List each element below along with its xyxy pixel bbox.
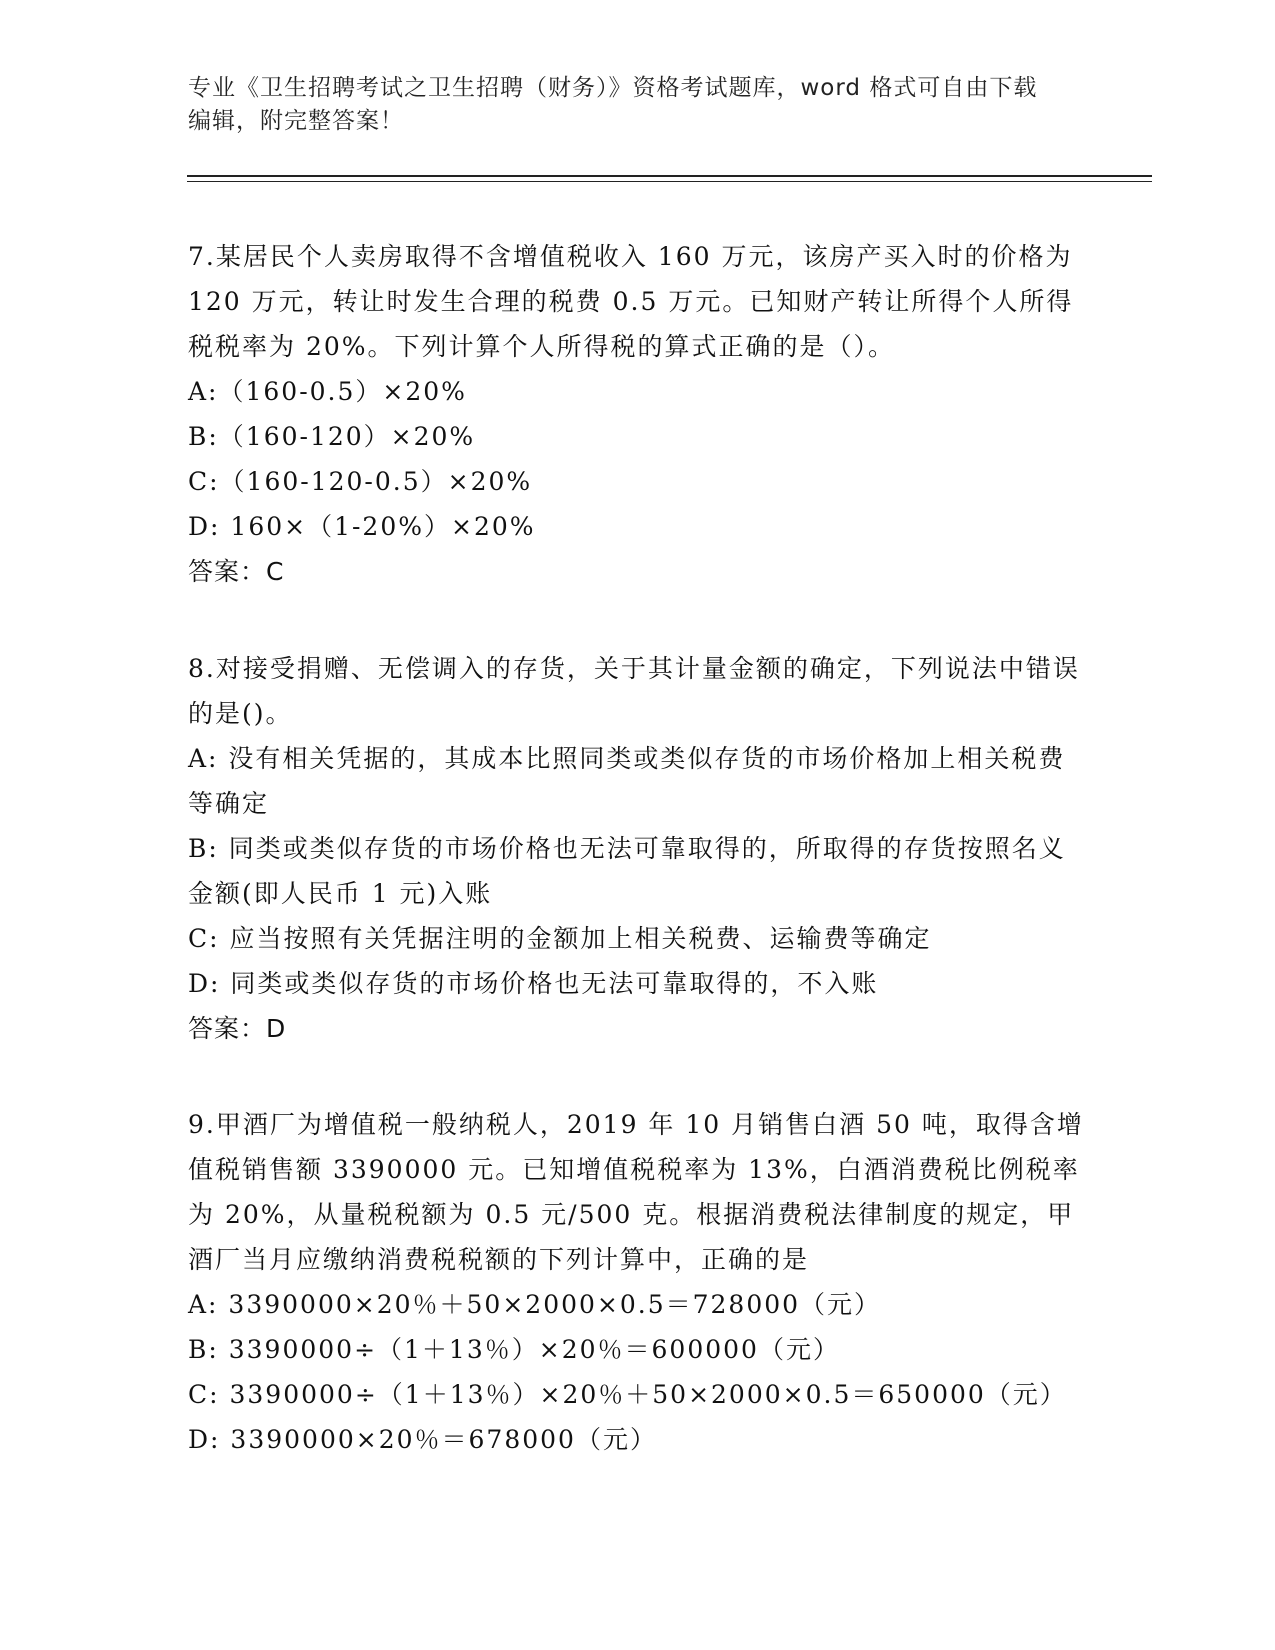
option-b: B: 同类或类似存货的市场价格也无法可靠取得的，所取得的存货按照名义金额(即人民币 1 元)入账 [188,834,1066,908]
option-list [188,1282,1088,1462]
option-c: C: 3390000÷（1＋13％）×20％＋50×2000×0.5＝650000（元） [188,1380,1067,1409]
header-title-line-1: 专业《卫生招聘考试之卫生招聘（财务）》资格考试题库，word 格式可自由下载 [188,75,1038,101]
question-stem: 8.对接受捐赠、无偿调入的存货，关于其计量金额的确定，下列说法中错误的是()。 [188,654,1080,728]
header-divider-thin [187,181,1152,182]
question-7 [188,234,1088,594]
option-c: C: 应当按照有关凭据注明的金额加上相关税费、运输费等确定 [188,924,932,953]
option-d: D: 160×（1-20%）×20% [188,512,536,541]
option-d: D: 同类或类似存货的市场价格也无法可靠取得的，不入账 [188,969,879,998]
option-b: B: 3390000÷（1＋13％）×20％＝600000（元） [188,1335,840,1364]
document-header [188,72,1088,138]
answer-label: 答案：C [188,557,285,586]
question-stem: 7.某居民个人卖房取得不含增值税收入 160 万元，该房产买入时的价格为 120 万元，转让时发生合理的税费 0.5 万元。已知财产转让所得个人所得税税率为 20%。下列计算个人所得税的算式正确的是（）。 [188,242,1074,361]
question-8 [188,646,1088,1051]
option-list [188,736,1088,1006]
header-title-line-2: 编辑，附完整答案！ [188,108,404,134]
option-list [188,369,1088,549]
option-b: B:（160-120）×20% [188,422,476,451]
header-divider-thick [187,175,1152,177]
option-d: D: 3390000×20％＝678000（元） [188,1425,657,1454]
question-9 [188,1102,1088,1462]
answer-label: 答案：D [188,1014,287,1043]
option-a: A:（160-0.5）×20% [188,377,467,406]
option-a: A: 没有相关凭据的，其成本比照同类或类似存货的市场价格加上相关税费等确定 [188,744,1066,818]
option-c: C:（160-120-0.5）×20% [188,467,533,496]
question-stem: 9.甲酒厂为增值税一般纳税人，2019 年 10 月销售白酒 50 吨，取得含增值税销售额 3390000 元。已知增值税税率为 13%，白酒消费税比例税率为 20%，从量税税额为 0.5 元/500 克。根据消费税法律制度的规定，甲酒厂当月应缴纳消费税税额的下列计算中，正确的是 [188,1110,1084,1274]
option-a: A: 3390000×20％＋50×2000×0.5＝728000（元） [188,1290,882,1319]
